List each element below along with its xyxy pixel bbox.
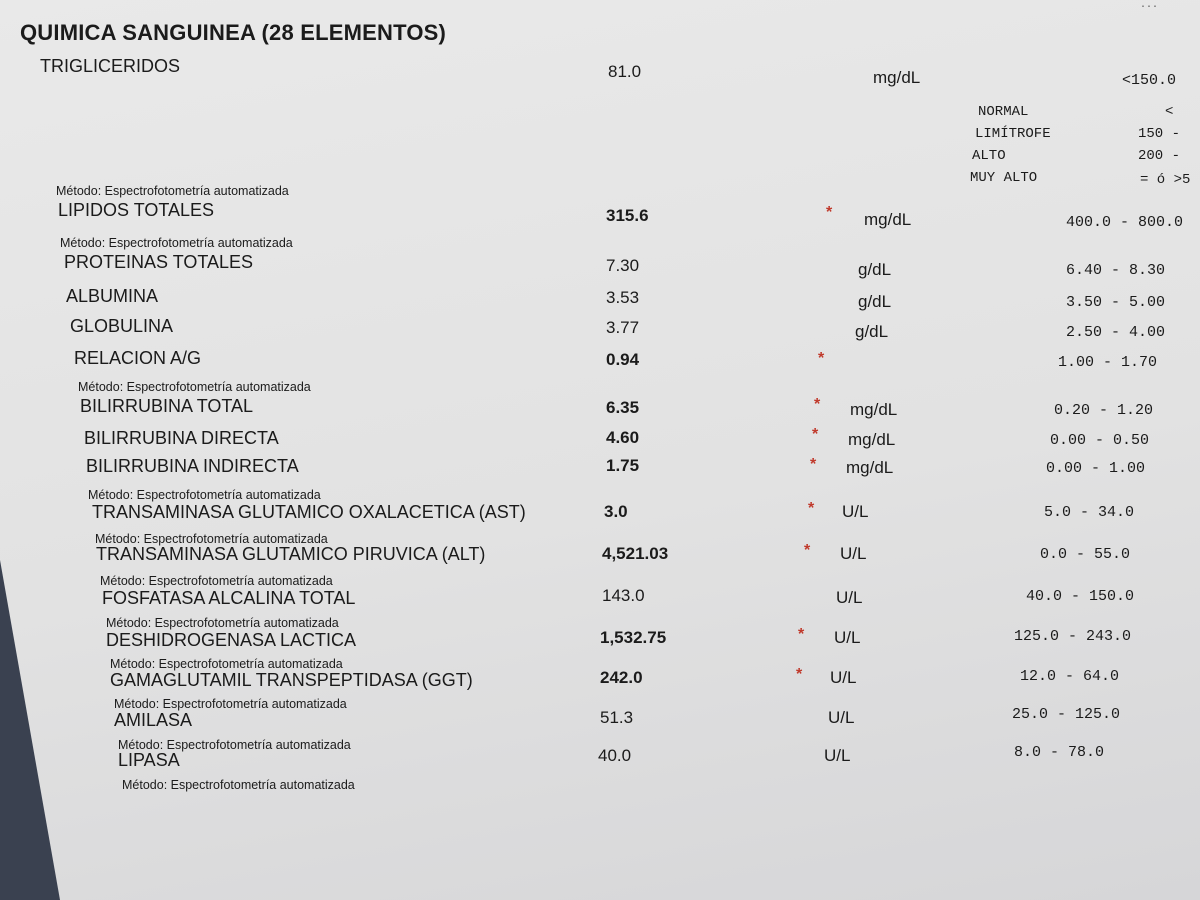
test-unit: mg/dL <box>846 458 894 477</box>
abnormal-flag: * <box>804 542 811 559</box>
reference-range: 25.0 - 125.0 <box>1012 706 1121 723</box>
subrange-label: MUY ALTO <box>970 170 1038 186</box>
reference-range: 0.00 - 1.00 <box>1046 460 1146 477</box>
test-value: 3.0 <box>604 502 628 521</box>
test-name: LIPASA <box>118 750 180 770</box>
test-name: FOSFATASA ALCALINA TOTAL <box>102 588 356 608</box>
test-name: BILIRRUBINA DIRECTA <box>84 428 279 448</box>
method-note: Método: Espectrofotometría automatizada <box>56 184 289 198</box>
method-note: Método: Espectrofotometría automatizada <box>95 532 328 546</box>
subrange-label: ALTO <box>972 148 1006 164</box>
reference-range: 1.00 - 1.70 <box>1058 354 1158 371</box>
test-name: TRANSAMINASA GLUTAMICO OXALACETICA (AST) <box>92 502 526 522</box>
test-value: 3.77 <box>606 318 640 337</box>
test-unit: U/L <box>842 502 869 521</box>
test-name: GLOBULINA <box>70 316 174 336</box>
method-note: Método: Espectrofotometría automatizada <box>88 488 321 502</box>
abnormal-flag: * <box>818 350 825 367</box>
method-note: Método: Espectrofotometría automatizada <box>118 738 351 752</box>
test-value: 315.6 <box>606 206 649 225</box>
test-value: 6.35 <box>606 398 640 417</box>
test-unit: mg/dL <box>864 210 912 229</box>
subrange-value: 200 - <box>1138 148 1181 164</box>
reference-range: 2.50 - 4.00 <box>1066 324 1166 341</box>
test-value: 1,532.75 <box>600 628 667 647</box>
test-unit: mg/dL <box>873 68 921 87</box>
test-name: TRIGLICERIDOS <box>40 56 181 76</box>
method-note: Método: Espectrofotometría automatizada <box>60 236 293 250</box>
test-value: 51.3 <box>600 708 634 727</box>
reference-range: 8.0 - 78.0 <box>1014 744 1105 761</box>
reference-range: 400.0 - 800.0 <box>1066 214 1184 231</box>
abnormal-flag: * <box>812 426 819 443</box>
abnormal-flag: * <box>796 666 803 683</box>
test-unit: mg/dL <box>848 430 896 449</box>
test-name: TRANSAMINASA GLUTAMICO PIRUVICA (ALT) <box>96 544 486 564</box>
test-unit: mg/dL <box>850 400 898 419</box>
test-name: ALBUMINA <box>66 286 159 306</box>
test-value: 4.60 <box>606 428 640 447</box>
test-unit: U/L <box>834 628 861 647</box>
abnormal-flag: * <box>826 204 833 221</box>
reference-range: <150.0 <box>1122 72 1177 89</box>
test-unit: g/dL <box>858 260 892 279</box>
abnormal-flag: * <box>798 626 805 643</box>
test-unit: U/L <box>840 544 867 563</box>
corner-fragment: ... <box>1140 0 1159 11</box>
test-value: 40.0 <box>598 746 632 765</box>
abnormal-flag: * <box>810 456 817 473</box>
test-unit: g/dL <box>858 292 892 311</box>
test-name: DESHIDROGENASA LACTICA <box>106 630 357 650</box>
test-unit: U/L <box>828 708 855 727</box>
reference-range: 0.0 - 55.0 <box>1040 546 1131 563</box>
abnormal-flag: * <box>814 396 821 413</box>
reference-range: 12.0 - 64.0 <box>1020 668 1120 685</box>
monitor-bezel <box>0 560 60 900</box>
test-value: 143.0 <box>602 586 645 605</box>
test-name: GAMAGLUTAMIL TRANSPEPTIDASA (GGT) <box>110 670 473 690</box>
test-name: BILIRRUBINA TOTAL <box>80 396 254 416</box>
test-unit: U/L <box>824 746 851 765</box>
abnormal-flag: * <box>808 500 815 517</box>
reference-range: 40.0 - 150.0 <box>1026 588 1135 605</box>
method-note: Método: Espectrofotometría automatizada <box>78 380 311 394</box>
test-unit: U/L <box>836 588 863 607</box>
test-name: LIPIDOS TOTALES <box>58 200 215 220</box>
subrange-value: 150 - <box>1138 126 1181 142</box>
method-note: Método: Espectrofotometría automatizada <box>100 574 333 588</box>
reference-range: 5.0 - 34.0 <box>1044 504 1135 521</box>
method-note: Método: Espectrofotometría automatizada <box>122 778 355 792</box>
reference-range: 3.50 - 5.00 <box>1066 294 1166 311</box>
reference-range: 6.40 - 8.30 <box>1066 262 1166 279</box>
reference-range: 125.0 - 243.0 <box>1014 628 1132 645</box>
test-value: 1.75 <box>606 456 640 475</box>
reference-range: 0.20 - 1.20 <box>1054 402 1154 419</box>
reference-range: 0.00 - 0.50 <box>1050 432 1150 449</box>
method-note: Método: Espectrofotometría automatizada <box>114 697 347 711</box>
test-value: 4,521.03 <box>602 544 669 563</box>
test-unit: g/dL <box>855 322 889 341</box>
subrange-value: < <box>1165 104 1174 120</box>
test-name: PROTEINAS TOTALES <box>64 252 254 272</box>
subrange-label: LIMÍTROFE <box>975 126 1051 142</box>
test-value: 7.30 <box>606 256 640 275</box>
test-value: 81.0 <box>608 62 642 81</box>
page-title: QUIMICA SANGUINEA (28 ELEMENTOS) <box>20 20 447 45</box>
test-name: RELACION A/G <box>74 348 202 368</box>
test-value: 242.0 <box>600 668 643 687</box>
test-value: 3.53 <box>606 288 640 307</box>
test-unit: U/L <box>830 668 857 687</box>
test-name: AMILASA <box>114 710 193 730</box>
subrange-label: NORMAL <box>978 104 1029 120</box>
test-value: 0.94 <box>606 350 640 369</box>
method-note: Método: Espectrofotometría automatizada <box>110 657 343 671</box>
subrange-value: = ó >5 <box>1140 172 1191 188</box>
test-name: BILIRRUBINA INDIRECTA <box>86 456 299 476</box>
method-note: Método: Espectrofotometría automatizada <box>106 616 339 630</box>
